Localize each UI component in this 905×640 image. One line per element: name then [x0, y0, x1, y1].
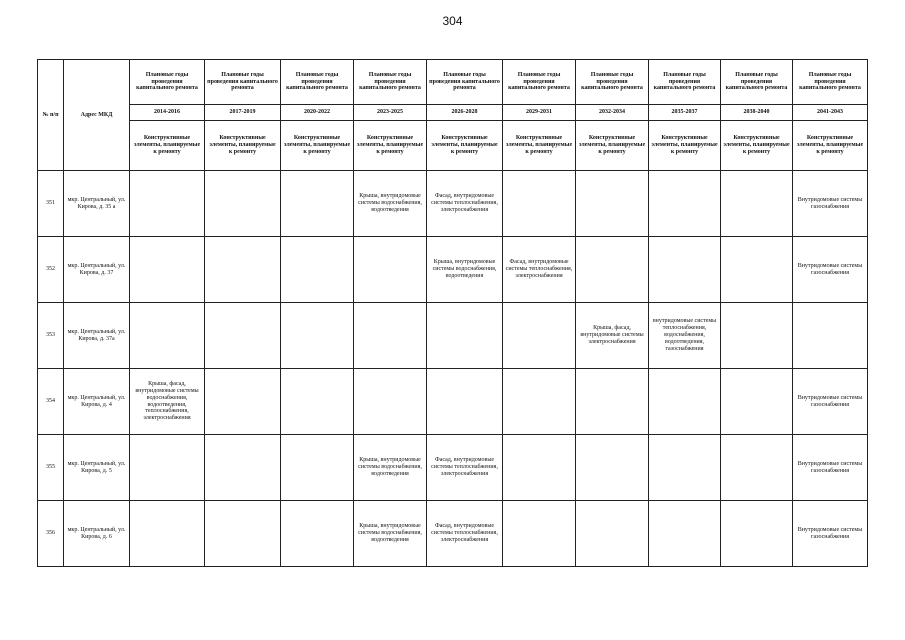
- repair-cell: [721, 303, 793, 369]
- repair-cell: [427, 369, 503, 435]
- header-num: № п/п: [38, 60, 64, 171]
- repair-cell: [721, 171, 793, 237]
- repair-cell: [354, 303, 427, 369]
- repair-cell: [576, 501, 649, 567]
- header-year-range: 2026-2028: [427, 105, 503, 121]
- repair-cell: [649, 501, 721, 567]
- repair-cell: [503, 303, 576, 369]
- header-elements-label: Конструктивные элементы, планируемые к ремонту: [205, 121, 281, 171]
- repair-cell: [205, 171, 281, 237]
- header-years-label: Плановые годы проведения капитального ремонта: [427, 60, 503, 105]
- header-year-range: 2032-2034: [576, 105, 649, 121]
- repair-cell: [281, 171, 354, 237]
- row-address: мкр. Центральный, ул. Кирова, д. 6: [64, 501, 130, 567]
- table-row: [38, 303, 868, 369]
- header-row-ranges: [38, 105, 868, 121]
- row-address: мкр. Центральный, ул. Кирова, д. 5: [64, 435, 130, 501]
- repair-cell: [576, 435, 649, 501]
- repair-cell: Фасад, внутридомовые системы теплоснабжения, электроснабжения: [427, 435, 503, 501]
- repair-cell: [649, 237, 721, 303]
- repair-cell: [130, 435, 205, 501]
- table-row: [38, 369, 868, 435]
- repair-cell: [281, 435, 354, 501]
- repair-cell: [281, 369, 354, 435]
- repair-cell: [576, 237, 649, 303]
- header-year-range: 2020-2022: [281, 105, 354, 121]
- repair-cell: [281, 303, 354, 369]
- header-elements-label: Конструктивные элементы, планируемые к ремонту: [281, 121, 354, 171]
- header-elements-label: Конструктивные элементы, планируемые к ремонту: [354, 121, 427, 171]
- repair-cell: [721, 501, 793, 567]
- repair-cell: [503, 369, 576, 435]
- capital-repair-table: [37, 59, 868, 567]
- table-row: [38, 171, 868, 237]
- repair-cell: [130, 237, 205, 303]
- repair-cell: Внутридомовые системы газоснабжения: [793, 501, 868, 567]
- repair-cell: [354, 369, 427, 435]
- repair-cell: Крыша, внутридомовые системы водоснабжения, водоотведения: [354, 501, 427, 567]
- header-address: Адрес МКД: [64, 60, 130, 171]
- repair-cell: Внутридомовые системы газоснабжения: [793, 237, 868, 303]
- repair-cell: [281, 237, 354, 303]
- header-row-elements: [38, 121, 868, 171]
- header-year-range: 2023-2025: [354, 105, 427, 121]
- repair-cell: [205, 501, 281, 567]
- row-number: 354: [38, 369, 64, 435]
- header-year-range: 2038-2040: [721, 105, 793, 121]
- repair-cell: Внутридомовые системы газоснабжения: [793, 369, 868, 435]
- header-years-label: Плановые годы проведения капитального ремонта: [130, 60, 205, 105]
- repair-cell: [205, 303, 281, 369]
- row-number: 352: [38, 237, 64, 303]
- repair-cell: внутридомовые системы теплоснабжения, водоснабжения, водоотведения, газоснабжения: [649, 303, 721, 369]
- header-year-range: 2014-2016: [130, 105, 205, 121]
- repair-cell: [721, 237, 793, 303]
- header-row-years: [38, 60, 868, 105]
- repair-cell: Внутридомовые системы газоснабжения: [793, 171, 868, 237]
- repair-cell: [205, 435, 281, 501]
- page-number: 304: [442, 14, 463, 28]
- row-address: мкр. Центральный, ул. Кирова, д. 4: [64, 369, 130, 435]
- header-elements-label: Конструктивные элементы, планируемые к ремонту: [649, 121, 721, 171]
- header-years-label: Плановые годы проведения капитального ремонта: [793, 60, 868, 105]
- repair-cell: [503, 501, 576, 567]
- repair-cell: [649, 369, 721, 435]
- repair-cell: [576, 369, 649, 435]
- repair-cell: Фасад, внутридомовые системы теплоснабжения, электроснабжения: [427, 501, 503, 567]
- header-years-label: Плановые годы проведения капитального ремонта: [649, 60, 721, 105]
- repair-cell: [205, 369, 281, 435]
- table-row: [38, 435, 868, 501]
- header-year-range: 2017-2019: [205, 105, 281, 121]
- repair-cell: Крыша, внутридомовые системы водоснабжения, водоотведения: [354, 171, 427, 237]
- row-number: 351: [38, 171, 64, 237]
- header-elements-label: Конструктивные элементы, планируемые к ремонту: [130, 121, 205, 171]
- repair-cell: [576, 171, 649, 237]
- header-years-label: Плановые годы проведения капитального ремонта: [205, 60, 281, 105]
- repair-cell: Внутридомовые системы газоснабжения: [793, 435, 868, 501]
- repair-cell: [130, 303, 205, 369]
- header-years-label: Плановые годы проведения капитального ремонта: [354, 60, 427, 105]
- row-number: 355: [38, 435, 64, 501]
- repair-cell: [205, 237, 281, 303]
- header-elements-label: Конструктивные элементы, планируемые к ремонту: [503, 121, 576, 171]
- repair-cell: Крыша, внутридомовые системы водоснабжения, водоотведения: [354, 435, 427, 501]
- repair-cell: Фасад, внутридомовые системы теплоснабжения, электроснабжения: [503, 237, 576, 303]
- repair-cell: [649, 435, 721, 501]
- repair-cell: [649, 171, 721, 237]
- table-row: [38, 501, 868, 567]
- header-elements-label: Конструктивные элементы, планируемые к ремонту: [721, 121, 793, 171]
- repair-cell: Крыша, фасад, внутридомовые системы водоснабжения, водоотведения, теплоснабжения, электроснабжения: [130, 369, 205, 435]
- row-number: 356: [38, 501, 64, 567]
- header-elements-label: Конструктивные элементы, планируемые к ремонту: [793, 121, 868, 171]
- repair-cell: Крыша, фасад, внутридомовые системы электроснабжения: [576, 303, 649, 369]
- repair-cell: [721, 435, 793, 501]
- repair-cell: [130, 501, 205, 567]
- row-number: 353: [38, 303, 64, 369]
- header-elements-label: Конструктивные элементы, планируемые к ремонту: [576, 121, 649, 171]
- repair-cell: [281, 501, 354, 567]
- repair-cell: [503, 435, 576, 501]
- header-year-range: 2029-2031: [503, 105, 576, 121]
- header-years-label: Плановые годы проведения капитального ремонта: [721, 60, 793, 105]
- header-elements-label: Конструктивные элементы, планируемые к ремонту: [427, 121, 503, 171]
- row-address: мкр. Центральный, ул. Кирова, д. 37: [64, 237, 130, 303]
- repair-cell: Фасад, внутридомовые системы теплоснабжения, электроснабжения: [427, 171, 503, 237]
- header-years-label: Плановые годы проведения капитального ремонта: [503, 60, 576, 105]
- row-address: мкр. Центральный, ул. Кирова, д. 35 а: [64, 171, 130, 237]
- row-address: мкр. Центральный, ул. Кирова, д. 37а: [64, 303, 130, 369]
- repair-cell: [354, 237, 427, 303]
- repair-cell: [427, 303, 503, 369]
- repair-cell: [130, 171, 205, 237]
- repair-cell: [503, 171, 576, 237]
- header-year-range: 2035-2037: [649, 105, 721, 121]
- table-row: [38, 237, 868, 303]
- repair-cell: [721, 369, 793, 435]
- header-years-label: Плановые годы проведения капитального ремонта: [576, 60, 649, 105]
- repair-cell: Крыша, внутридомовые системы водоснабжения, водоотведения: [427, 237, 503, 303]
- header-year-range: 2041-2043: [793, 105, 868, 121]
- repair-cell: [793, 303, 868, 369]
- header-years-label: Плановые годы проведения капитального ремонта: [281, 60, 354, 105]
